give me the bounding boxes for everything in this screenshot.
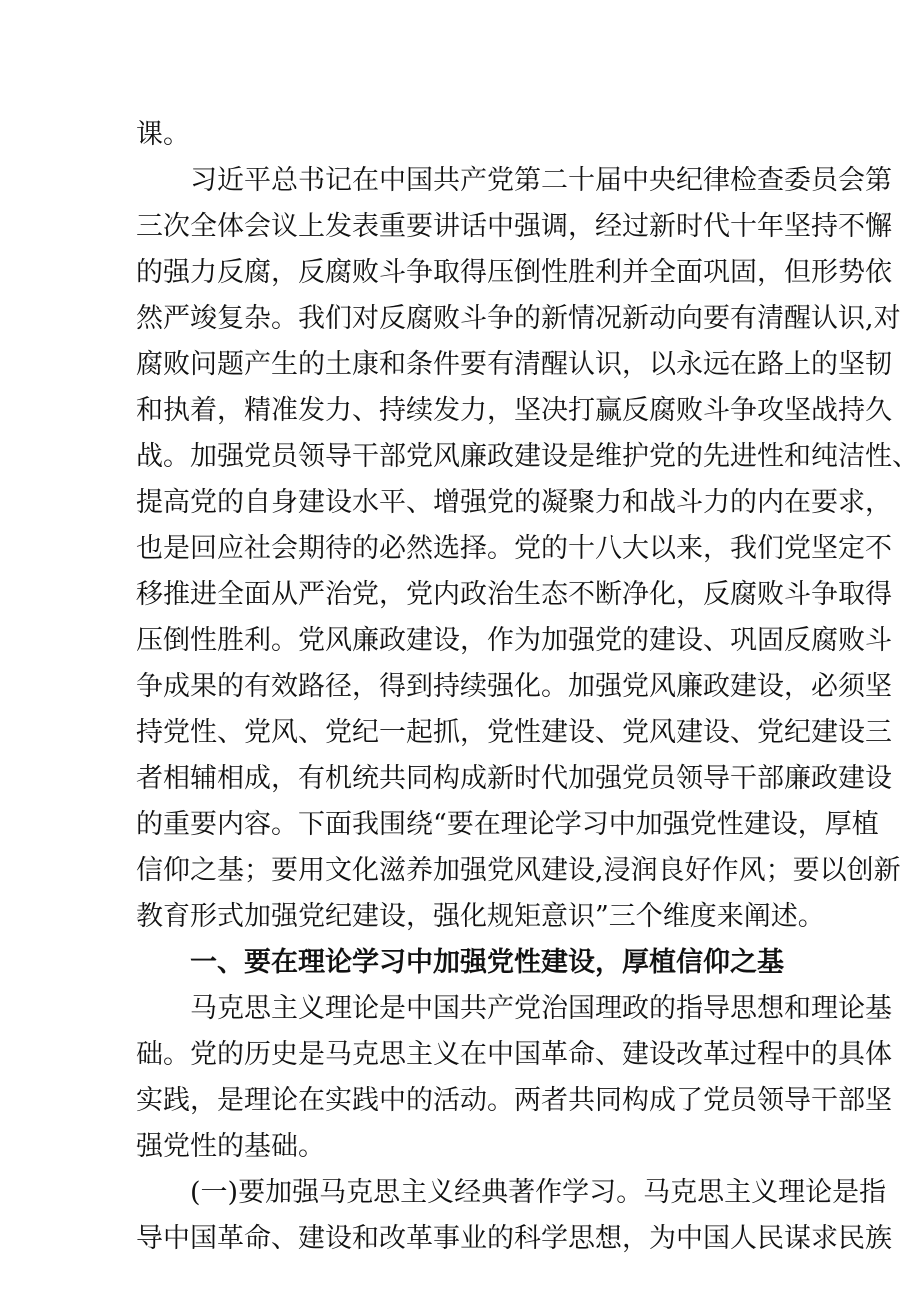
text-line: 础。党的历史是马克思主义在中国革命、建设改革过程中的具体 <box>136 1039 892 1070</box>
text-line: 信仰之基；要用文化滋养加强党风建设,浸润良好作风；要以创新 <box>136 855 901 886</box>
text-line: 三次全体会议上发表重要讲话中强调，经过新时代十年坚持不懈 <box>136 211 892 242</box>
section-heading: 一、要在理论学习中加强党性建设，厚植信仰之基 <box>190 947 784 978</box>
text-line: 争成果的有效路径，得到持续强化。加强党风廉政建设，必须坚 <box>136 671 892 702</box>
text-line: 导中国革命、建设和改革事业的科学思想，为中国人民谋求民族 <box>136 1223 892 1254</box>
text-line: 课。 <box>136 119 190 150</box>
text-line: 的重要内容。下面我围绕“要在理论学习中加强党性建设，厚植 <box>136 809 879 840</box>
text-line: 实践，是理论在实践中的活动。两者共同构成了党员领导干部坚 <box>136 1085 892 1116</box>
text-line: 教育形式加强党纪建设，强化规矩意识”三个维度来阐述。 <box>136 901 825 932</box>
text-line: 战。加强党员领导干部党风廉政建设是维护党的先进性和纯洁性、 <box>136 441 919 472</box>
text-line: 提高党的自身建设水平、增强党的凝聚力和战斗力的内在要求， <box>136 487 892 518</box>
subsection-start-line: (一)要加强马克思主义经典著作学习。马克思主义理论是指 <box>190 1177 887 1208</box>
text-line: 的强力反腐，反腐败斗争取得压倒性胜利并全面巩固，但形势依 <box>136 257 892 288</box>
text-line: 压倒性胜利。党风廉政建设，作为加强党的建设、巩固反腐败斗 <box>136 625 892 656</box>
text-line: 持党性、党风、党纪一起抓，党性建设、党风建设、党纪建设三 <box>136 717 892 748</box>
text-line: 腐败问题产生的土康和条件要有清醒认识，以永远在路上的坚韧 <box>136 349 892 380</box>
text-line: 强党性的基础。 <box>136 1131 325 1162</box>
text-line: 也是回应社会期待的必然选择。党的十八大以来，我们党坚定不 <box>136 533 892 564</box>
text-line: 移推进全面从严治党，党内政治生态不断净化，反腐败斗争取得 <box>136 579 892 610</box>
paragraph-start-line: 马克思主义理论是中国共产党治国理政的指导思想和理论基 <box>190 993 892 1024</box>
paragraph-start-line: 习近平总书记在中国共产党第二十届中央纪律检查委员会第 <box>190 165 892 196</box>
text-line: 然严竣复杂。我们对反腐败斗争的新情况新动向要有清醒认识,对 <box>136 303 901 334</box>
text-line: 者相辅相成，有机统共同构成新时代加强党员领导干部廉政建设 <box>136 763 892 794</box>
text-line: 和执着，精准发力、持续发力，坚决打赢反腐败斗争攻坚战持久 <box>136 395 892 426</box>
